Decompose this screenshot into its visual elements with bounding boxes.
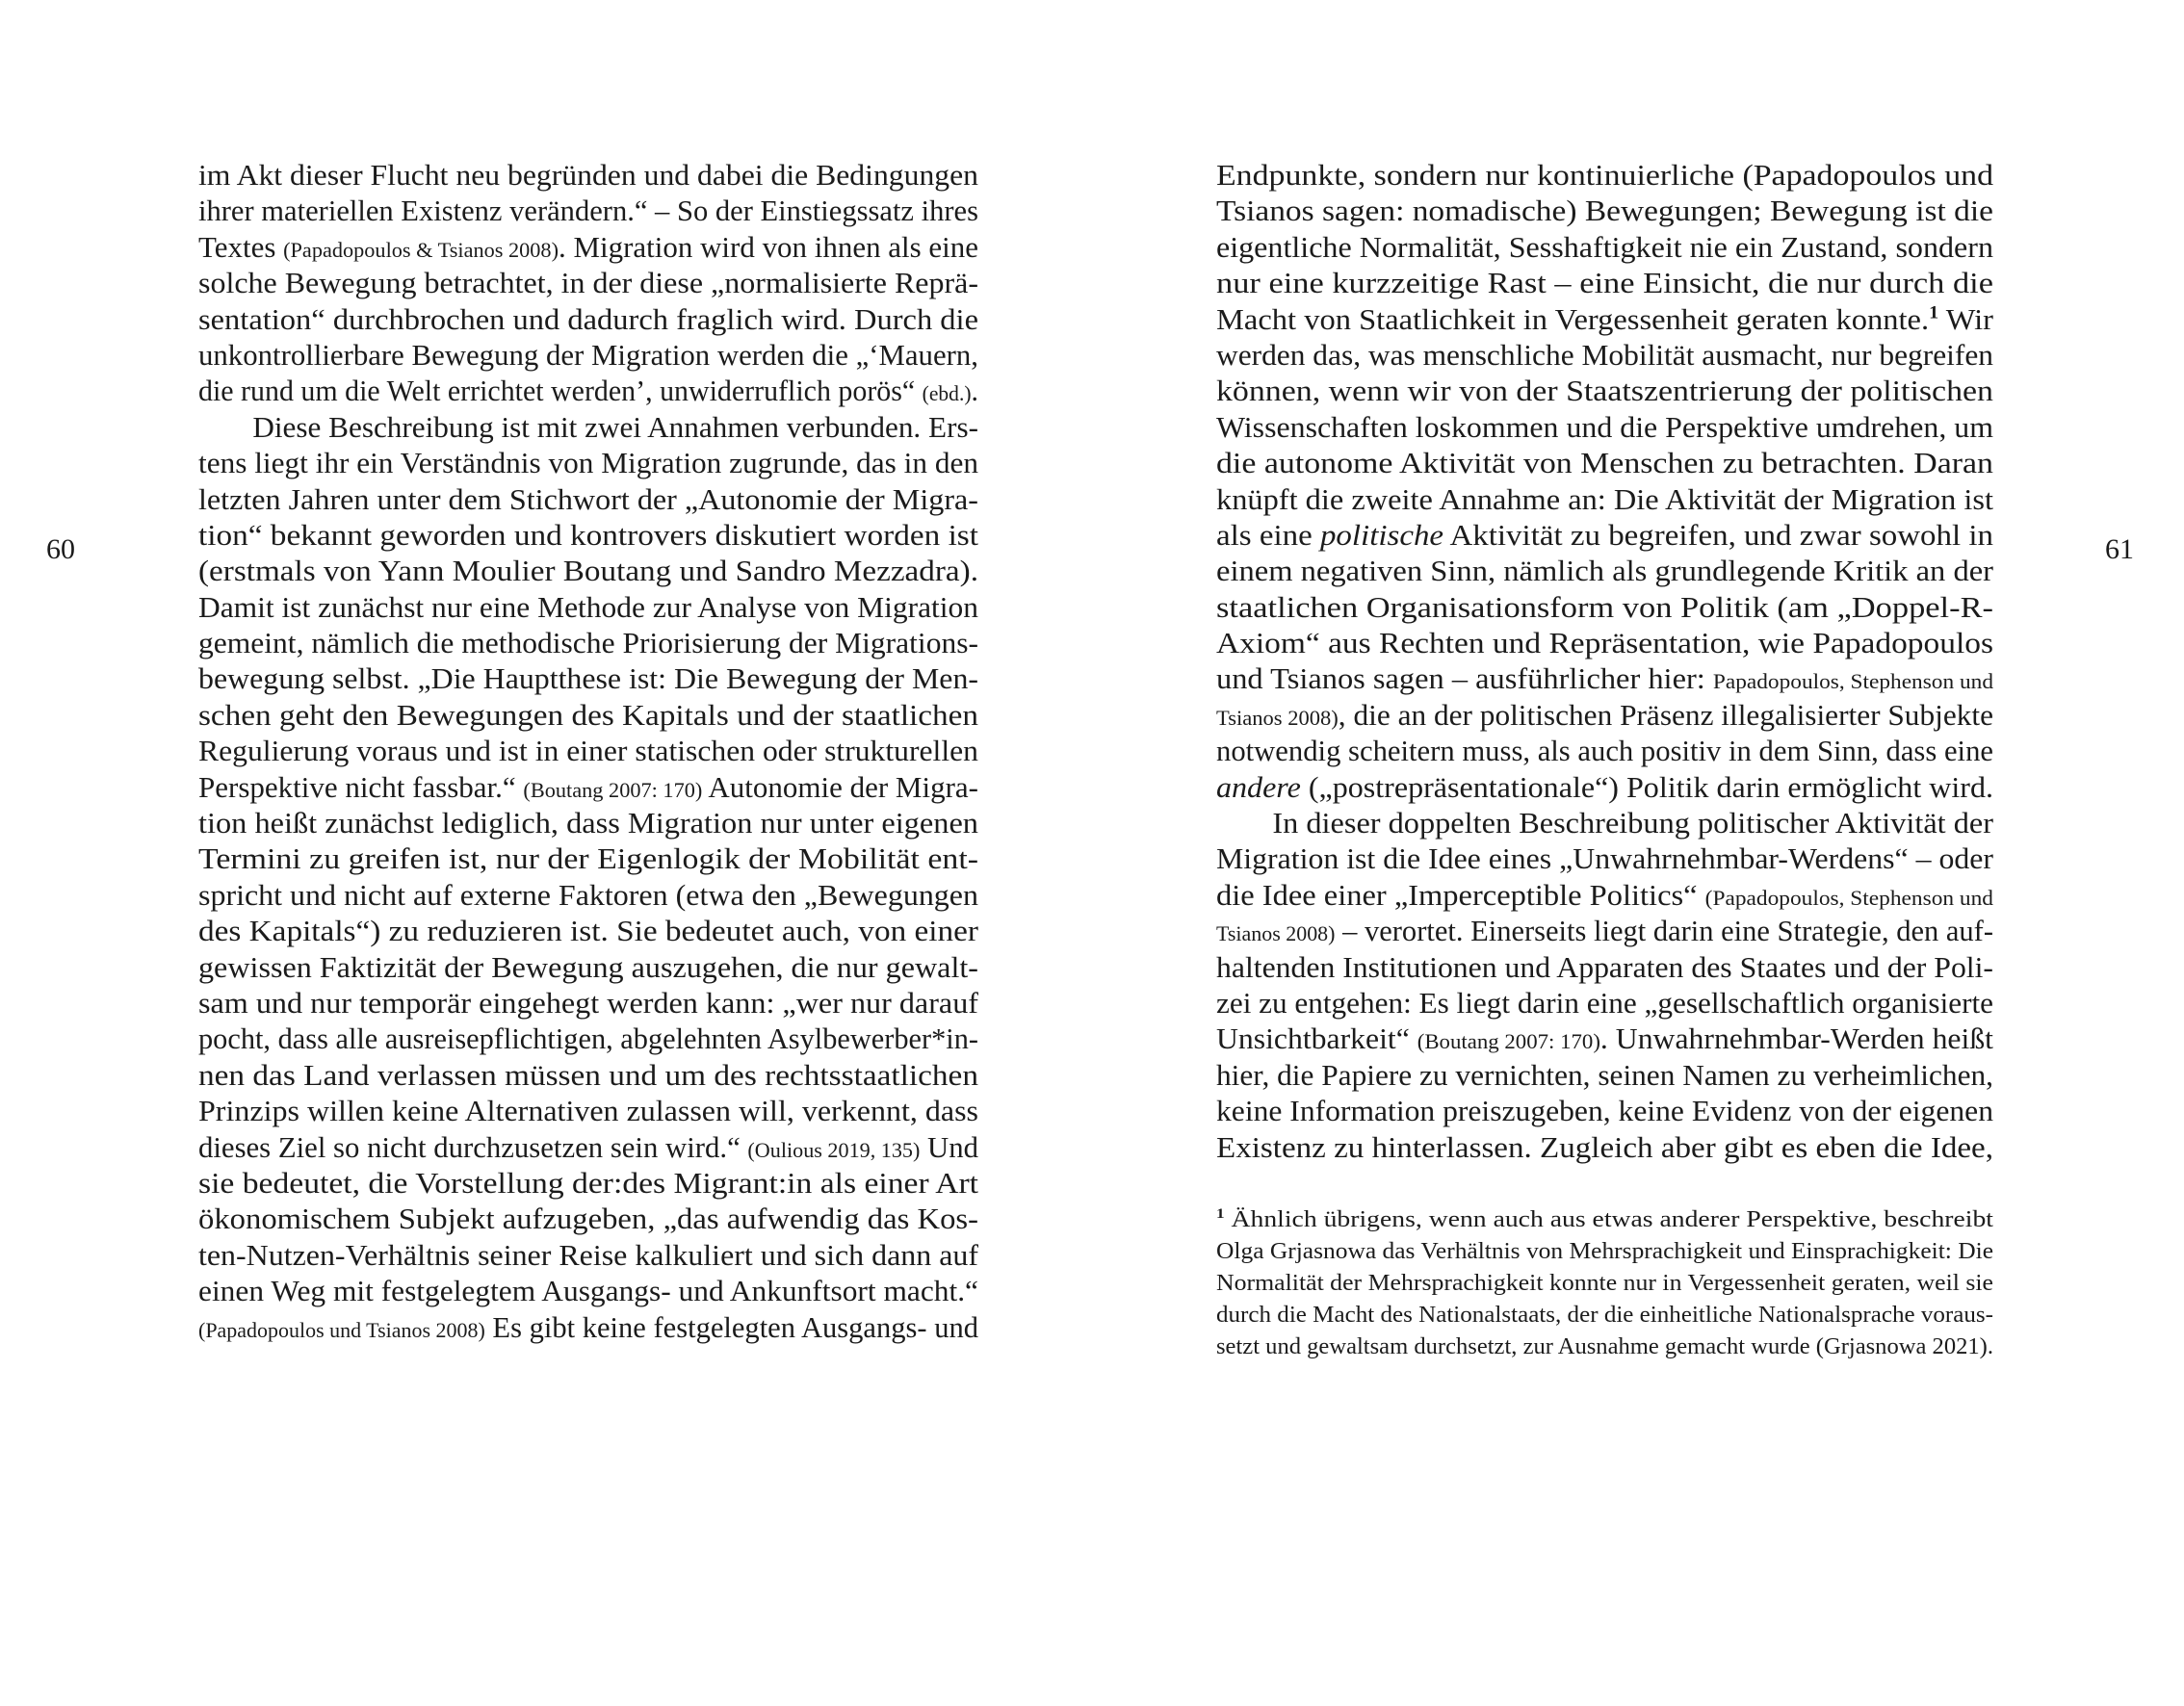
- text-span: sie bedeutet, die Vorstellung der:des Migrant:in als einer Art: [198, 1165, 978, 1200]
- text-span: zei zu entgehen: Es liegt darin eine „gesellschaftlich organisierte: [1216, 985, 1993, 1020]
- text-line: [1216, 913, 1993, 948]
- text-line: [198, 409, 978, 445]
- text-line: [1216, 840, 1993, 876]
- text-line: [1216, 805, 1993, 840]
- text-line: [1216, 660, 1993, 696]
- text-line: [198, 1273, 978, 1308]
- text-line: [1216, 1204, 1993, 1236]
- text-span: die autonome Aktivität von Menschen zu betrachten. Daran: [1216, 446, 1993, 480]
- text-span: keine Information preiszugeben, keine Evidenz von der eigenen: [1216, 1094, 1993, 1128]
- text-span: Endpunkte, sondern nur kontinuierliche (Papadopoulos und: [1216, 158, 1993, 192]
- text-line: [198, 733, 978, 768]
- text-line: [198, 1165, 978, 1201]
- text-span: Wir: [1938, 301, 1993, 336]
- text-line: [198, 193, 978, 228]
- text-span: Aktivität zu begreifen, und zwar sowohl in: [1443, 517, 1993, 552]
- text-line: [1216, 769, 1993, 805]
- text-line: [198, 840, 978, 876]
- text-line: [1216, 193, 1993, 228]
- text-line: [1216, 1236, 1993, 1268]
- text-span: im Akt dieser Flucht neu begründen und dabei die Bedingungen: [198, 158, 979, 192]
- text-line: [198, 445, 978, 480]
- text-line: [1216, 985, 1993, 1021]
- text-line: [1216, 1021, 1993, 1056]
- text-span: Olga Grjasnowa das Verhältnis von Mehrsprachigkeit und Einsprachigkeit: Die: [1216, 1239, 1993, 1264]
- text-span: notwendig scheitern muss, als auch positiv in dem Sinn, dass eine: [1216, 734, 1993, 768]
- text-span: hier, die Papiere zu vernichten, seinen Namen zu verheimlichen,: [1216, 1057, 1993, 1092]
- citation-ref: (Boutang 2007: 170): [1417, 1029, 1600, 1054]
- text-span: Regulierung voraus und ist in einer statischen oder strukturellen: [198, 734, 978, 768]
- text-span: Ähnlich übrigens, wenn auch aus etwas anderer Perspektive, beschreibt: [1224, 1207, 1993, 1232]
- text-span: haltenden Institutionen und Apparaten des Staates und der Poli-: [1216, 949, 1993, 984]
- text-line: [1216, 373, 1993, 408]
- text-span: ihrer materiellen Existenz verändern.“ – So der Einstiegssatz ihres: [198, 194, 978, 228]
- footnote-block: [1216, 1204, 1993, 1363]
- text-line: [1216, 697, 1993, 733]
- text-line: [198, 1129, 978, 1165]
- text-line: [198, 553, 978, 588]
- text-line: [198, 877, 978, 913]
- text-span: Termini zu greifen ist, nur der Eigenlogik der Mobilität ent-: [198, 841, 978, 876]
- text-span: Unsichtbarkeit“: [1216, 1021, 1417, 1056]
- citation-ref: Tsianos 2008): [1216, 705, 1339, 730]
- text-line: [198, 1057, 978, 1093]
- text-span: einen Weg mit festgelegtem Ausgangs- und Ankunftsort macht.“: [198, 1274, 978, 1308]
- text-line: [1216, 409, 1993, 445]
- page-number-right: 61: [2105, 533, 2134, 565]
- citation-ref: (Boutang 2007: 170): [523, 777, 703, 802]
- text-span: Autonomie der Migra-: [702, 769, 978, 804]
- citation-ref: (Papadopoulos und Tsianos 2008): [198, 1317, 485, 1342]
- text-span: als eine: [1216, 517, 1320, 552]
- text-span: Migration ist die Idee eines „Unwahrnehmbar-Werdens“ – oder: [1216, 841, 1993, 876]
- text-line: [1216, 589, 1993, 625]
- text-line: [198, 697, 978, 733]
- text-line: [1216, 1268, 1993, 1300]
- text-span: tion“ bekannt geworden und kontrovers diskutiert worden ist: [198, 517, 978, 552]
- text-span: Perspektive nicht fassbar.“: [198, 769, 524, 804]
- text-span: ten-Nutzen-Verhältnis seiner Reise kalkuliert und sich dann auf: [198, 1237, 978, 1272]
- text-span: („postrepräsentationale“) Politik darin ermöglicht wird.: [1300, 769, 1993, 804]
- text-line: [198, 229, 978, 265]
- text-span: werden das, was menschliche Mobilität ausmacht, nur begreifen: [1216, 337, 1993, 372]
- text-span: können, wenn wir von der Staatszentrierung der politischen: [1216, 374, 1993, 408]
- text-line: [198, 985, 978, 1021]
- text-span: Damit ist zunächst nur eine Methode zur Analyse von Migration: [198, 589, 978, 624]
- text-line: [1216, 1093, 1993, 1128]
- left-page-text-column: [198, 157, 978, 1345]
- text-line: [198, 373, 978, 408]
- text-span: tion heißt zunächst lediglich, dass Migration nur unter eigenen: [198, 806, 978, 840]
- text-span: In dieser doppelten Beschreibung politischer Aktivität der: [1272, 806, 1993, 840]
- text-span: des Kapitals“) zu reduzieren ist. Sie bedeutet auch, von einer: [198, 914, 978, 948]
- text-span: sentation“ durchbrochen und dadurch fraglich wird. Durch die: [198, 301, 978, 336]
- text-span: nen das Land verlassen müssen und um des rechtsstaatlichen: [198, 1057, 978, 1092]
- text-line: [1216, 625, 1993, 660]
- text-span: Tsianos sagen: nomadische) Bewegungen; Bewegung ist die: [1216, 194, 1993, 228]
- text-line: [198, 625, 978, 660]
- emphasized-text: politische: [1319, 517, 1444, 552]
- text-line: [1216, 265, 1993, 300]
- text-line: [1216, 949, 1993, 985]
- text-line: [1216, 1331, 1993, 1363]
- text-line: [1216, 337, 1993, 373]
- text-span: letzten Jahren unter dem Stichwort der „Autonomie der Migra-: [198, 481, 978, 516]
- text-line: [198, 301, 978, 337]
- text-span: dieses Ziel so nicht durchzusetzen sein wird.“: [198, 1129, 748, 1164]
- citation-ref: Tsianos 2008): [1216, 921, 1336, 946]
- text-span: (erstmals von Yann Moulier Boutang und Sandro Mezzadra).: [198, 554, 978, 588]
- text-line: [198, 1093, 978, 1128]
- text-line: [198, 589, 978, 625]
- text-span: ökonomischem Subjekt aufzugeben, „das aufwendig das Kos-: [198, 1202, 978, 1236]
- text-line: [198, 1309, 978, 1345]
- text-span: einem negativen Sinn, nämlich als grundlegende Kritik an der: [1216, 554, 1993, 588]
- footnote-marker: 1: [1216, 1206, 1225, 1222]
- citation-ref: (Papadopoulos, Stephenson und: [1704, 885, 1993, 910]
- text-span: Normalität der Mehrsprachigkeit konnte nur in Vergessenheit geraten, weil sie: [1216, 1271, 1993, 1296]
- citation-ref: (Papadopoulos & Tsianos 2008): [283, 237, 559, 262]
- text-span: solche Bewegung betrachtet, in der diese „normalisierte Reprä-: [198, 266, 979, 300]
- text-span: Es gibt keine festgelegten Ausgangs- und: [484, 1309, 978, 1344]
- text-span: sam und nur temporär eingehegt werden kann: „wer nur darauf: [198, 985, 978, 1020]
- text-span: gewissen Faktizität der Bewegung auszugehen, die nur gewalt-: [198, 949, 979, 984]
- text-line: [198, 949, 978, 985]
- text-line: [1216, 517, 1993, 553]
- text-span: die Idee einer „Imperceptible Politics“: [1216, 877, 1705, 912]
- text-line: [1216, 229, 1993, 265]
- text-line: [198, 157, 978, 193]
- text-span: Prinzips willen keine Alternativen zulassen will, verkennt, dass: [198, 1094, 978, 1128]
- text-span: unkontrollierbare Bewegung der Migration werden die „‘Mauern,: [198, 337, 978, 372]
- text-line: [1216, 481, 1993, 517]
- text-line: [198, 1237, 978, 1273]
- right-page-text-column: [1216, 157, 1993, 1165]
- text-span: Und: [920, 1129, 978, 1164]
- text-span: tens liegt ihr ein Verständnis von Migration zugrunde, das in den: [198, 446, 979, 480]
- text-line: [1216, 733, 1993, 768]
- text-line: [198, 517, 978, 553]
- text-line: [1216, 1057, 1993, 1093]
- footnote-marker: 1: [1929, 302, 1939, 323]
- text-span: Macht von Staatlichkeit in Vergessenheit geraten konnte.: [1216, 301, 1930, 336]
- text-span: und Tsianos sagen – ausführlicher hier:: [1216, 661, 1713, 696]
- text-span: setzt und gewaltsam durchsetzt, zur Ausnahme gemacht wurde (Grjasnowa 2021).: [1216, 1334, 1993, 1359]
- text-span: . Unwahrnehmbar-Werden heißt: [1599, 1021, 1993, 1056]
- text-line: [198, 805, 978, 840]
- text-span: Axiom“ aus Rechten und Repräsentation, wie Papadopoulos: [1216, 626, 1993, 660]
- text-span: eigentliche Normalität, Sesshaftigkeit nie ein Zustand, sondern: [1216, 229, 1993, 264]
- text-line: [198, 337, 978, 373]
- page-number-left: 60: [46, 533, 75, 565]
- citation-ref: Papadopoulos, Stephenson und: [1712, 669, 1993, 694]
- text-span: die rund um die Welt errichtet werden’, unwiderruflich porös“: [198, 374, 923, 408]
- text-line: [198, 1021, 978, 1056]
- text-span: Textes: [198, 229, 284, 264]
- text-line: [1216, 1129, 1993, 1165]
- emphasized-text: andere: [1216, 769, 1301, 804]
- text-span: – verortet. Einerseits liegt darin eine Strategie, den auf-: [1335, 914, 1993, 948]
- text-line: [198, 660, 978, 696]
- text-line: [1216, 553, 1993, 588]
- text-span: , die an der politischen Präsenz illegalisierter Subjekte: [1338, 697, 1993, 732]
- text-span: bewegung selbst. „Die Hauptthese ist: Die Bewegung der Men-: [198, 661, 978, 696]
- text-line: [198, 481, 978, 517]
- text-span: gemeint, nämlich die methodische Priorisierung der Migrations-: [198, 626, 979, 660]
- text-span: pocht, dass alle ausreisepflichtigen, abgelehnten Asylbewerber*in-: [198, 1021, 978, 1056]
- text-span: durch die Macht des Nationalstaats, der die einheitliche Nationalsprache voraus-: [1216, 1303, 1993, 1328]
- text-span: .: [971, 374, 978, 408]
- text-line: [198, 265, 978, 300]
- text-span: Wissenschaften loskommen und die Perspektive umdrehen, um: [1216, 409, 1993, 444]
- text-line: [198, 913, 978, 948]
- text-line: [1216, 1300, 1993, 1331]
- text-line: [198, 769, 978, 805]
- text-span: schen geht den Bewegungen des Kapitals und der staatlichen: [198, 697, 978, 732]
- text-span: staatlichen Organisationsform von Politik (am „Doppel-R-: [1216, 589, 1993, 624]
- citation-ref: (ebd.): [922, 381, 972, 406]
- text-line: [1216, 445, 1993, 480]
- text-span: Existenz zu hinterlassen. Zugleich aber gibt es eben die Idee,: [1216, 1129, 1993, 1164]
- text-span: . Migration wird von ihnen als eine: [559, 229, 978, 264]
- text-span: Diese Beschreibung ist mit zwei Annahmen verbunden. Ers-: [252, 409, 979, 444]
- text-span: nur eine kurzzeitige Rast – eine Einsicht, die nur durch die: [1216, 266, 1993, 300]
- text-line: [198, 1201, 978, 1236]
- text-line: [1216, 301, 1993, 337]
- text-span: knüpft die zweite Annahme an: Die Aktivität der Migration ist: [1216, 481, 1993, 516]
- citation-ref: (Oulious 2019, 135): [747, 1137, 921, 1162]
- text-line: [1216, 157, 1993, 193]
- text-line: [1216, 877, 1993, 913]
- text-span: spricht und nicht auf externe Faktoren (etwa den „Bewegungen: [198, 877, 978, 912]
